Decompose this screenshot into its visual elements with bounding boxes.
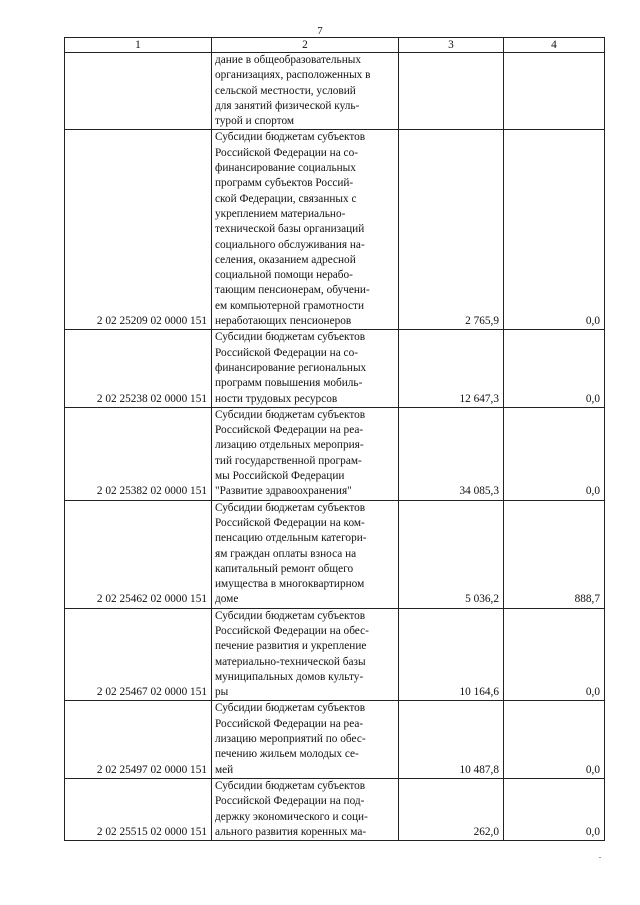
- description-line: финансирование региональных: [215, 361, 367, 374]
- description-line: дание в общеобразовательных: [215, 54, 361, 66]
- budget-code-cell: 2 02 25238 02 0000 151: [65, 330, 212, 407]
- description-cell: [212, 778, 399, 840]
- budget-code-cell: 2 02 25382 02 0000 151: [65, 407, 212, 500]
- description-line: Российской Федерации на со-: [215, 346, 358, 359]
- description-line: "Развитие здравоохранения": [215, 485, 352, 498]
- amount-cell-col3: 12 647,3: [399, 330, 504, 407]
- description-line: ального развития коренных ма-: [215, 825, 367, 838]
- page-number: 7: [317, 25, 323, 37]
- description-line: Российской Федерации на реа-: [215, 424, 364, 437]
- description-line: ской Федерации, связанных с: [215, 192, 357, 205]
- description-line: имущества в многоквартирном: [215, 578, 365, 591]
- description-line: Российской Федерации на под-: [215, 795, 365, 808]
- description-line: материально-технической базы: [215, 655, 366, 668]
- description-line: капитальный ремонт общего: [215, 562, 354, 575]
- description-line: Субсидии бюджетам субъектов: [215, 501, 366, 514]
- description-line: печение развития и укрепление: [215, 640, 367, 653]
- description-line: тающим пенсионерам, обучени-: [215, 284, 370, 297]
- description-line: муниципальных домов культу-: [215, 670, 364, 683]
- description-line: финансирование социальных: [215, 162, 356, 175]
- amount-cell-col4: 0,0: [504, 701, 605, 778]
- column-header-2: 2: [212, 38, 399, 53]
- description-cell: [212, 130, 399, 330]
- description-cell: [212, 500, 399, 608]
- description-line: Российской Федерации на обес-: [215, 624, 369, 637]
- amount-cell-col4: 0,0: [504, 407, 605, 500]
- amount-cell-col4: 0,0: [504, 608, 605, 701]
- description-cell: [212, 701, 399, 778]
- amount-cell-col3: 10 487,8: [399, 701, 504, 778]
- description-line: ям граждан оплаты взноса на: [215, 547, 357, 560]
- description-line: организациях, расположенных в: [215, 69, 371, 82]
- amount-cell-col3: 34 085,3: [399, 407, 504, 500]
- budget-code-cell: 2 02 25462 02 0000 151: [65, 500, 212, 608]
- budget-code-cell: 2 02 25467 02 0000 151: [65, 608, 212, 701]
- description-line: Российской Федерации на со-: [215, 146, 358, 159]
- amount-cell-col4: 0,0: [504, 330, 605, 407]
- description-line: Субсидии бюджетам субъектов: [215, 331, 366, 344]
- column-header-4: 4: [504, 38, 605, 53]
- amount-cell-col4: [504, 53, 605, 130]
- description-cell: [212, 608, 399, 701]
- description-line: социального обслуживания на-: [215, 238, 365, 251]
- amount-cell-col3: 262,0: [399, 778, 504, 840]
- table-row: [65, 330, 605, 407]
- description-line: Российской Федерации на реа-: [215, 717, 364, 730]
- budget-code-cell: [65, 53, 212, 130]
- description-cell: [212, 53, 399, 130]
- amount-cell-col4: 0,0: [504, 130, 605, 330]
- amount-cell-col3: [399, 53, 504, 130]
- description-line: Субсидии бюджетам субъектов: [215, 702, 366, 715]
- description-line: пенсацию отдельным категори-: [215, 532, 367, 545]
- description-line: неработающих пенсионеров: [215, 315, 352, 328]
- table-row: [65, 778, 605, 840]
- description-line: Субсидии бюджетам субъектов: [215, 408, 366, 421]
- description-line: Субсидии бюджетам субъектов: [215, 131, 366, 144]
- description-line: лизацию отдельных мероприя-: [215, 439, 364, 452]
- description-line: ры: [215, 686, 229, 699]
- table-header-row: [65, 38, 605, 53]
- column-header-3: 3: [399, 38, 504, 53]
- description-line: Субсидии бюджетам субъектов: [215, 779, 366, 792]
- column-header-1: 1: [65, 38, 212, 53]
- description-cell: [212, 330, 399, 407]
- table-row: [65, 701, 605, 778]
- amount-cell-col3: 10 164,6: [399, 608, 504, 701]
- description-line: мей: [215, 763, 234, 776]
- description-line: мы Российской Федерации: [215, 470, 345, 483]
- description-line: социальной помощи нерабо-: [215, 269, 353, 282]
- description-line: технической базы организаций: [215, 223, 365, 236]
- description-line: доме: [215, 593, 239, 606]
- description-line: укреплением материально-: [215, 207, 346, 220]
- description-cell: [212, 407, 399, 500]
- budget-code-cell: 2 02 25497 02 0000 151: [65, 701, 212, 778]
- amount-cell-col4: 888,7: [504, 500, 605, 608]
- description-line: печению жильем молодых се-: [215, 748, 359, 761]
- scan-speck: [599, 857, 601, 858]
- table-row: [65, 407, 605, 500]
- description-line: ности трудовых ресурсов: [215, 392, 338, 405]
- table-row: [65, 608, 605, 701]
- description-line: держку экономического и соци-: [215, 810, 368, 823]
- budget-table: [64, 37, 605, 841]
- description-line: Субсидии бюджетам субъектов: [215, 609, 366, 622]
- description-line: лизацию мероприятий по обес-: [215, 733, 366, 746]
- description-line: программ повышения мобиль-: [215, 377, 363, 390]
- amount-cell-col4: 0,0: [504, 778, 605, 840]
- amount-cell-col3: 5 036,2: [399, 500, 504, 608]
- description-line: программ субъектов Россий-: [215, 177, 354, 190]
- description-line: для занятий физической куль-: [215, 99, 360, 112]
- amount-cell-col3: 2 765,9: [399, 130, 504, 330]
- table-row: [65, 53, 605, 130]
- description-line: турой и спортом: [215, 115, 295, 128]
- description-line: тий государственной програм-: [215, 454, 362, 467]
- table-row: [65, 130, 605, 330]
- budget-code-cell: 2 02 25515 02 0000 151: [65, 778, 212, 840]
- description-line: сельской местности, условий: [215, 84, 356, 97]
- description-line: ем компьютерной грамотности: [215, 299, 364, 312]
- description-line: Российской Федерации на ком-: [215, 516, 365, 529]
- budget-code-cell: 2 02 25209 02 0000 151: [65, 130, 212, 330]
- table-row: [65, 500, 605, 608]
- description-line: селения, оказанием адресной: [215, 253, 356, 266]
